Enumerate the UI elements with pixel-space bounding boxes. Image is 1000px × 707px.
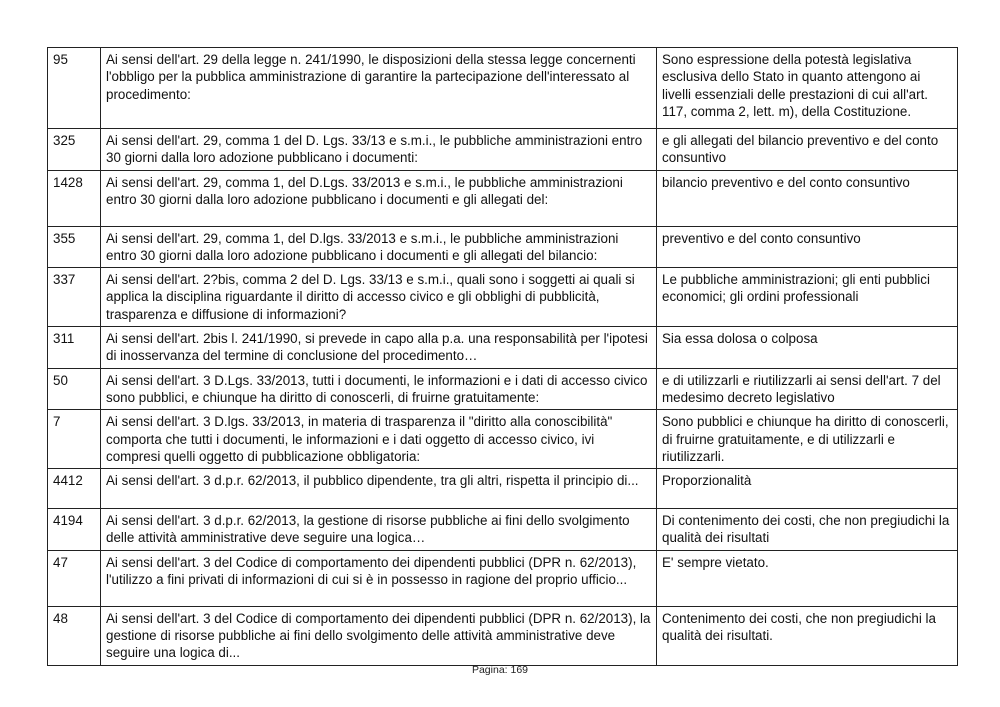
question-id-cell: 4412 [48,469,101,509]
answer-text-cell: e gli allegati del bilancio preventivo e del conto consuntivo [657,129,958,171]
question-text-cell: Ai sensi dell'art. 3 d.p.r. 62/2013, il pubblico dipendente, tra gli altri, rispetta il principio di... [101,469,657,509]
question-id-cell: 337 [48,268,101,327]
question-text-cell: Ai sensi dell'art. 3 D.Lgs. 33/2013, tutti i documenti, le informazioni e i dati di accesso civico sono pubblici, e chiunque ha diritto di conoscerli, di fruirne gratuitamente: [101,368,657,410]
answer-text-cell: Sia essa dolosa o colposa [657,327,958,369]
question-id-cell: 48 [48,606,101,665]
question-id-cell: 4194 [48,509,101,551]
table-row [48,226,958,268]
questions-table-body [48,48,958,666]
answer-text-cell: E' sempre vietato. [657,550,958,606]
question-text-cell: Ai sensi dell'art. 2?bis, comma 2 del D. Lgs. 33/13 e s.m.i., quali sono i soggetti ai quali si applica la disciplina riguardante il diritto di accesso civico e gli obblighi di pubblicità, trasparenza e diffusione di informazioni? [101,268,657,327]
question-text-cell: Ai sensi dell'art. 3 del Codice di comportamento dei dipendenti pubblici (DPR n. 62/2013), la gestione di risorse pubbliche ai fini dello svolgimento delle attività amministrative deve seguire una logica di... [101,606,657,665]
table-row [48,170,958,226]
question-text-cell: Ai sensi dell'art. 3 del Codice di comportamento dei dipendenti pubblici (DPR n. 62/2013), l'utilizzo a fini privati di informazioni di cui si è in possesso in ragione del proprio ufficio... [101,550,657,606]
table-row [48,268,958,327]
question-id-cell: 95 [48,48,101,129]
table-row [48,129,958,171]
question-text-cell: Ai sensi dell'art. 29, comma 1, del D.Lgs. 33/2013 e s.m.i., le pubbliche amministrazioni entro 30 giorni dalla loro adozione pubblicano i documenti e gli allegati del: [101,170,657,226]
question-text-cell: Ai sensi dell'art. 3 D.lgs. 33/2013, in materia di trasparenza il "diritto alla conoscibilità" comporta che tutti i documenti, le informazioni e i dati oggetto di accesso civico, ivi compresi quelli oggetto di pubblicazione obbligatoria: [101,410,657,469]
table-row [48,410,958,469]
question-text-cell: Ai sensi dell'art. 29 della legge n. 241/1990, le disposizioni della stessa legge concernenti l'obbligo per la pubblica amministrazione di garantire la partecipazione dell'interessato al procedimento: [101,48,657,129]
question-text-cell: Ai sensi dell'art. 29, comma 1 del D. Lgs. 33/13 e s.m.i., le pubbliche amministrazioni entro 30 giorni dalla loro adozione pubblicano i documenti: [101,129,657,171]
answer-text-cell: e di utilizzarli e riutilizzarli ai sensi dell'art. 7 del medesimo decreto legislativo [657,368,958,410]
answer-text-cell: Contenimento dei costi, che non pregiudichi la qualità dei risultati. [657,606,958,665]
table-row [48,327,958,369]
question-id-cell: 50 [48,368,101,410]
table-row [48,469,958,509]
question-text-cell: Ai sensi dell'art. 29, comma 1, del D.lgs. 33/2013 e s.m.i., le pubbliche amministrazioni entro 30 giorni dalla loro adozione pubblicano i documenti e gli allegati del bilancio: [101,226,657,268]
question-id-cell: 325 [48,129,101,171]
table-row [48,48,958,129]
answer-text-cell: Sono pubblici e chiunque ha diritto di conoscerli, di fruirne gratuitamente, e di utilizzarli e riutilizzarli. [657,410,958,469]
question-id-cell: 355 [48,226,101,268]
question-id-cell: 7 [48,410,101,469]
question-text-cell: Ai sensi dell'art. 3 d.p.r. 62/2013, la gestione di risorse pubbliche ai fini dello svolgimento delle attività amministrative deve seguire una logica… [101,509,657,551]
answer-text-cell: Proporzionalità [657,469,958,509]
question-id-cell: 1428 [48,170,101,226]
question-id-cell: 47 [48,550,101,606]
table-row [48,606,958,665]
question-text-cell: Ai sensi dell'art. 2bis l. 241/1990, si prevede in capo alla p.a. una responsabilità per l'ipotesi di inosservanza del termine di conclusione del procedimento… [101,327,657,369]
answer-text-cell: Di contenimento dei costi, che non pregiudichi la qualità dei risultati [657,509,958,551]
page-number: Pagina: 169 [471,664,529,676]
answer-text-cell: bilancio preventivo e del conto consuntivo [657,170,958,226]
question-id-cell: 311 [48,327,101,369]
answer-text-cell: Le pubbliche amministrazioni; gli enti pubblici economici; gli ordini professionali [657,268,958,327]
questions-table [47,47,958,666]
answer-text-cell: preventivo e del conto consuntivo [657,226,958,268]
table-row [48,509,958,551]
table-row [48,550,958,606]
answer-text-cell: Sono espressione della potestà legislativa esclusiva dello Stato in quanto attengono ai livelli essenziali delle prestazioni di cui all'art. 117, comma 2, lett. m), della Costituzione. [657,48,958,129]
table-row [48,368,958,410]
